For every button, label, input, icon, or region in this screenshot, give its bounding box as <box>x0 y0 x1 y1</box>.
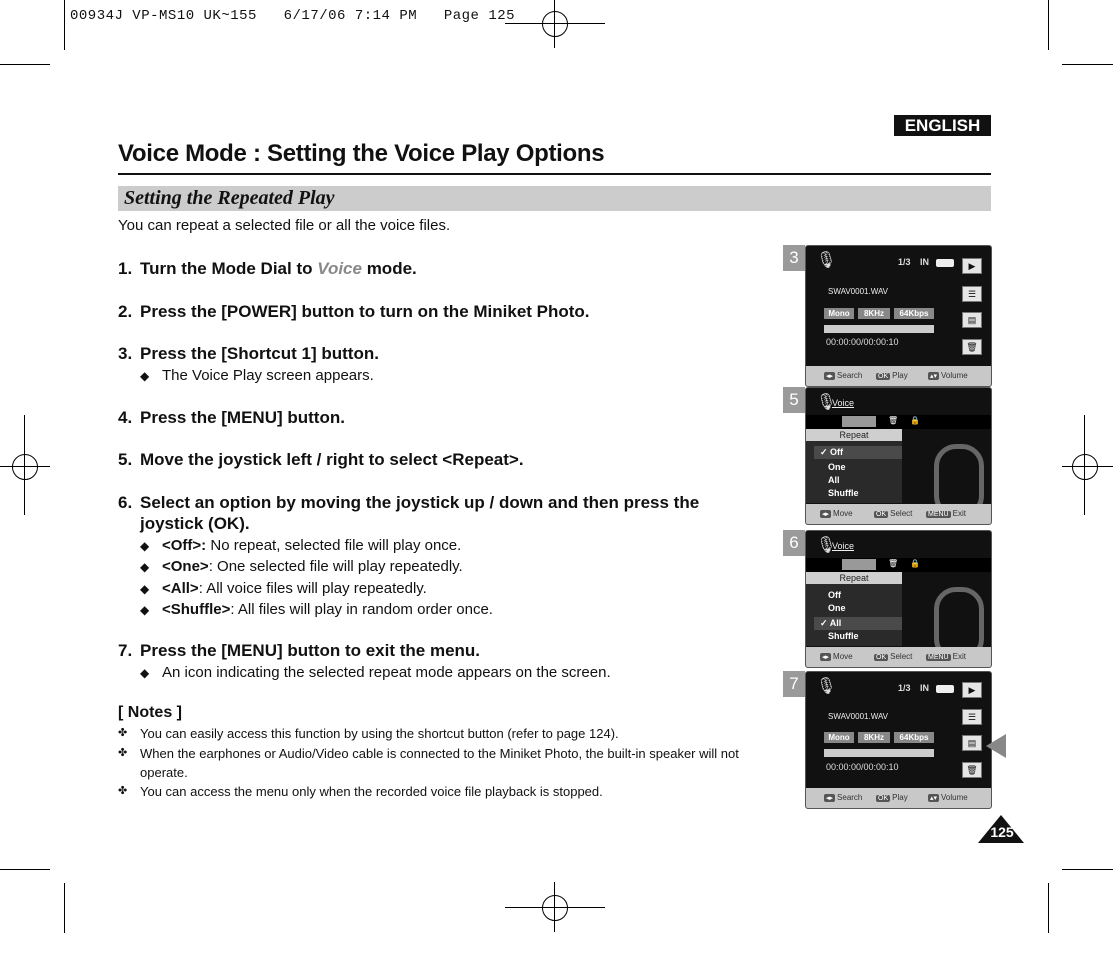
menu-option-shuffle[interactable]: Shuffle <box>828 488 859 498</box>
note-text: When the earphones or Audio/Video cable is connected to the Miniket Photo, the built-in speaker will not operate. <box>140 746 739 780</box>
registration-mark <box>505 907 605 908</box>
menu-option-shuffle[interactable]: Shuffle <box>828 631 859 641</box>
title-rule <box>118 173 991 175</box>
volume-key: ▴▾ <box>930 373 938 380</box>
language-badge: ENGLISH <box>894 115 991 136</box>
audio-channel: Mono <box>824 732 854 743</box>
bit-rate: 64Kbps <box>894 308 934 319</box>
bullet-step3 <box>140 366 374 386</box>
registration-mark <box>554 882 555 932</box>
exit-label: Exit <box>952 652 966 661</box>
menu-option-off[interactable]: Off <box>828 590 841 600</box>
bullet-text: An icon indicating the selected repeat mode appears on the screen. <box>162 664 611 681</box>
menu-title: Voice <box>832 541 855 551</box>
crop-mark <box>1062 64 1113 65</box>
repeat-tab-icon <box>842 559 876 570</box>
diamond-icon: ◆ <box>140 603 150 617</box>
step-number: 3. <box>118 344 133 363</box>
crop-mark <box>1062 869 1113 870</box>
registration-mark <box>1062 466 1113 467</box>
diamond-icon: ◆ <box>140 539 150 553</box>
bullet-cross-icon: ✤ <box>118 727 128 739</box>
registration-mark <box>1072 454 1098 480</box>
diamond-icon: ◆ <box>140 666 150 680</box>
play-label: Play <box>892 371 908 380</box>
menu-option-one[interactable]: One <box>828 462 846 472</box>
search-key: ◂▸ <box>826 795 834 802</box>
option-key: <Shuffle> <box>162 601 231 618</box>
step-text: Press the [MENU] button. <box>140 408 345 427</box>
menu-option-all[interactable]: All <box>828 475 840 485</box>
search-label: Search <box>837 793 863 802</box>
repeat-icon: ▤ <box>962 735 982 751</box>
volume-label: Volume <box>941 371 968 380</box>
option-label: All <box>829 618 842 628</box>
notes-heading: [ Notes ] <box>118 704 182 721</box>
repeat-menu-header: Repeat <box>806 429 902 441</box>
intro-text: You can repeat a selected file or all the voice files. <box>118 217 451 234</box>
ok-key: OK <box>876 511 887 518</box>
bullet-one <box>140 557 463 577</box>
screen-footer <box>806 647 991 667</box>
menu-option-off[interactable] <box>820 447 843 458</box>
ok-key: OK <box>878 373 889 380</box>
file-name: SWAV0001.WAV <box>828 287 889 296</box>
check-icon: ✓ <box>820 447 831 457</box>
step-number: 5. <box>118 450 133 469</box>
ok-key: OK <box>878 795 889 802</box>
screen-label: 5 <box>783 387 805 413</box>
voice-mode-label: Voice <box>317 259 362 278</box>
select-label: Select <box>890 652 913 661</box>
note-item <box>118 744 758 782</box>
move-key: ◂▸ <box>822 511 830 518</box>
repeat-menu-header: Repeat <box>806 572 902 584</box>
search-key: ◂▸ <box>826 373 834 380</box>
registration-mark <box>542 895 568 921</box>
timecode: 00:00:00/00:00:10 <box>826 337 899 347</box>
lock-tab-icon: 🔒 <box>910 559 920 568</box>
timecode: 00:00:00/00:00:10 <box>826 762 899 772</box>
menu-option-all[interactable] <box>820 618 841 629</box>
menu-tab-bar <box>806 415 991 429</box>
volume-key: ▴▾ <box>930 795 938 802</box>
file-name: SWAV0001.WAV <box>828 712 889 721</box>
registration-mark <box>542 11 568 37</box>
bullet-text: No repeat, selected file will play once. <box>206 537 462 554</box>
bullet-cross-icon: ✤ <box>118 785 128 797</box>
screen-label: 3 <box>783 245 805 271</box>
screen-footer <box>806 788 991 808</box>
crop-mark <box>64 0 65 50</box>
select-label: Select <box>890 509 913 518</box>
step-text: Press the [Shortcut 1] button. <box>140 344 379 363</box>
bullet-text: : One selected file will play repeatedly. <box>208 558 463 575</box>
search-label: Search <box>837 371 863 380</box>
menu-tab-bar <box>806 558 991 572</box>
registration-mark <box>24 415 25 515</box>
list-icon: ☰ <box>962 286 982 302</box>
bullet-off <box>140 536 461 556</box>
option-label: Off <box>830 447 844 457</box>
crop-mark <box>1048 0 1049 50</box>
note-text: You can easily access this function by using the shortcut button (refer to page 124). <box>140 726 619 741</box>
memory-indicator: IN <box>920 683 929 693</box>
repeat-menu-screen-all <box>805 530 992 668</box>
registration-mark <box>0 466 50 467</box>
step-text: Select an option by moving the joystick up / down and then press the joystick (OK). <box>140 493 700 533</box>
step-text: mode. <box>361 259 417 278</box>
page-title: Voice Mode : Setting the Voice Play Options <box>118 140 605 167</box>
menu-title: Voice <box>832 398 855 408</box>
screen-footer <box>806 366 991 386</box>
diamond-icon: ◆ <box>140 560 150 574</box>
audio-channel: Mono <box>824 308 854 319</box>
list-icon: ☰ <box>962 709 982 725</box>
screen-label: 6 <box>783 530 805 556</box>
menu-key: MENU <box>928 511 949 518</box>
menu-key: MENU <box>928 654 949 661</box>
memory-indicator: IN <box>920 257 929 267</box>
ok-key: OK <box>876 654 887 661</box>
registration-mark <box>12 454 38 480</box>
play-label: Play <box>892 793 908 802</box>
section-subtitle: Setting the Repeated Play <box>124 187 335 209</box>
progress-bar <box>824 325 934 333</box>
note-item <box>118 724 758 743</box>
voice-play-screen <box>805 245 992 387</box>
file-counter: 1/3 <box>898 683 911 693</box>
repeat-menu <box>806 572 902 646</box>
settings-icon: ▤ <box>962 312 982 328</box>
bullet-shuffle <box>140 600 493 620</box>
voice-play-screen-repeat <box>805 671 992 809</box>
exit-label: Exit <box>952 509 966 518</box>
option-key: <One> <box>162 558 209 575</box>
move-label: Move <box>833 652 853 661</box>
step-number: 4. <box>118 408 133 427</box>
bullet-text: The Voice Play screen appears. <box>162 367 374 384</box>
step-6 <box>118 492 738 536</box>
print-header: 00934J VP-MS10 UK~155 6/17/06 7:14 PM Page 125 <box>70 8 516 24</box>
delete-icon: 🗑 <box>962 339 982 355</box>
page-number: 125 <box>990 824 1014 840</box>
note-text: You can access the menu only when the recorded voice file playback is stopped. <box>140 784 603 799</box>
diamond-icon: ◆ <box>140 369 150 383</box>
menu-option-one[interactable]: One <box>828 603 846 613</box>
note-item <box>118 782 758 801</box>
lock-tab-icon: 🔒 <box>910 416 920 425</box>
step-text: Turn the Mode Dial to <box>140 259 318 278</box>
battery-icon <box>936 259 954 267</box>
bullet-text: : All voice files will play repeatedly. <box>198 580 427 597</box>
crop-mark <box>0 64 50 65</box>
step-text: Move the joystick left / right to select <Repeat>. <box>140 450 524 469</box>
delete-tab-icon: 🗑 <box>888 559 899 568</box>
option-key: <All> <box>162 580 199 597</box>
registration-mark <box>505 23 605 24</box>
crop-mark <box>1048 883 1049 933</box>
battery-icon <box>936 685 954 693</box>
repeat-tab-icon <box>842 416 876 427</box>
bullet-cross-icon: ✤ <box>118 747 128 759</box>
file-counter: 1/3 <box>898 257 911 267</box>
microphone-icon: 🎙 <box>816 252 837 269</box>
step-text: Press the [POWER] button to turn on the Miniket Photo. <box>140 302 590 321</box>
registration-mark <box>1084 415 1085 515</box>
move-label: Move <box>833 509 853 518</box>
step-number: 1. <box>118 259 133 278</box>
volume-label: Volume <box>941 793 968 802</box>
screen-label: 7 <box>783 671 805 697</box>
step-number: 2. <box>118 302 133 321</box>
play-mode-icon: ▶ <box>962 682 982 698</box>
diamond-icon: ◆ <box>140 582 150 596</box>
move-key: ◂▸ <box>822 654 830 661</box>
step-number: 6. <box>118 493 133 512</box>
registration-mark <box>554 0 555 48</box>
crop-mark <box>64 883 65 933</box>
microphone-icon: 🎙 <box>816 394 837 411</box>
step-text: Press the [MENU] button to exit the menu. <box>140 641 481 660</box>
delete-tab-icon: 🗑 <box>888 416 899 425</box>
crop-mark <box>0 869 50 870</box>
play-mode-icon: ▶ <box>962 258 982 274</box>
bullet-all <box>140 579 427 599</box>
delete-icon: 🗑 <box>962 762 982 778</box>
sample-rate: 8KHz <box>858 308 890 319</box>
screen-footer <box>806 504 991 524</box>
bullet-text: : All files will play in random order once. <box>230 601 493 618</box>
bullet-step7 <box>140 663 611 683</box>
sample-rate: 8KHz <box>858 732 890 743</box>
repeat-menu <box>806 429 902 503</box>
bit-rate: 64Kbps <box>894 732 934 743</box>
check-icon: ✓ <box>820 618 830 628</box>
microphone-icon: 🎙 <box>816 678 837 695</box>
progress-bar <box>824 749 934 757</box>
step-number: 7. <box>118 641 133 660</box>
option-key: <Off>: <box>162 537 207 554</box>
repeat-menu-screen-off <box>805 387 992 525</box>
microphone-icon: 🎙 <box>816 537 837 554</box>
pointer-arrow-icon <box>986 734 1006 758</box>
